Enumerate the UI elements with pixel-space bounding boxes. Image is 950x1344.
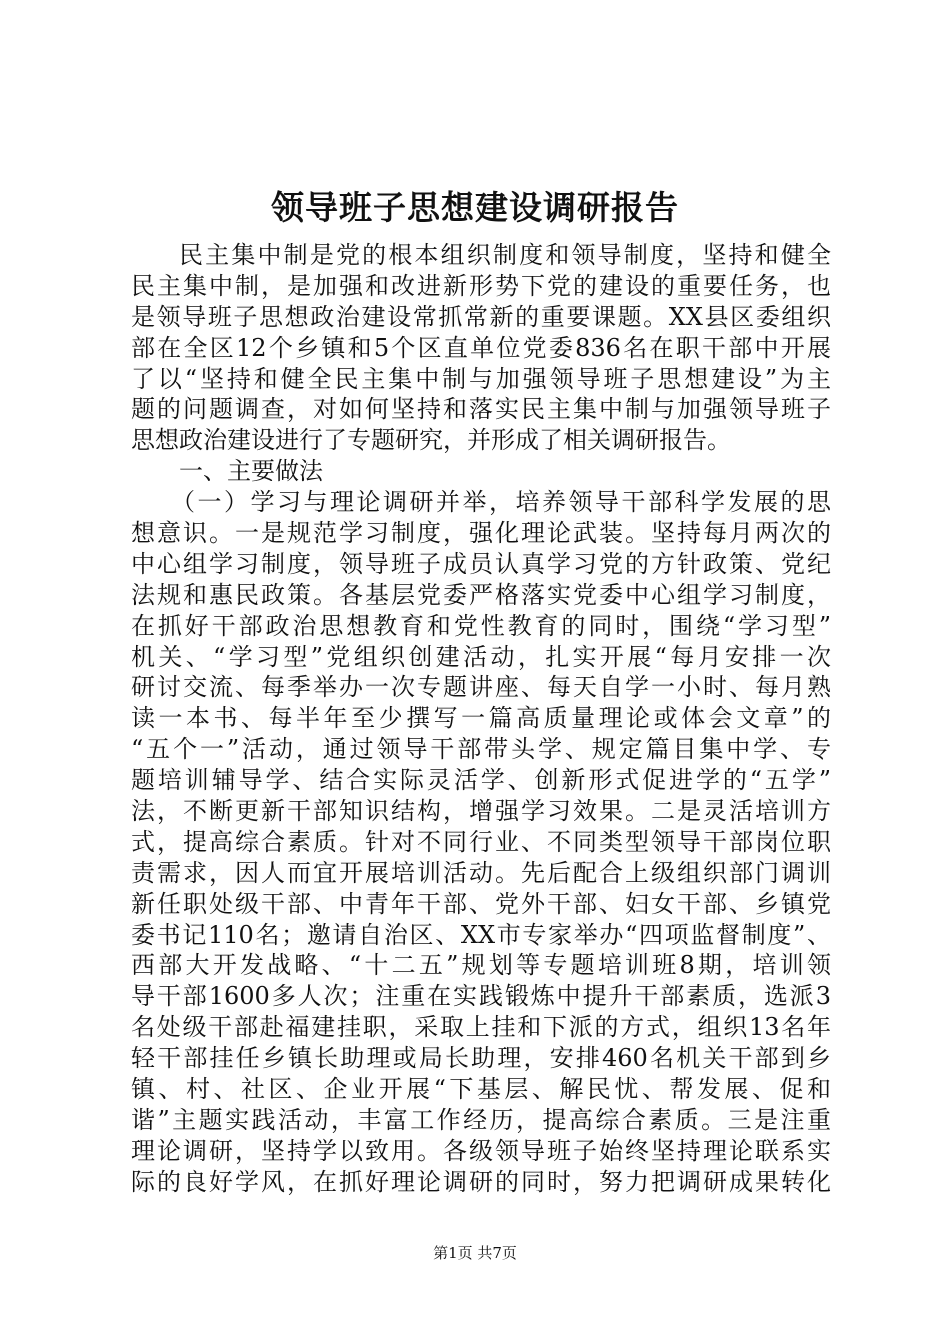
body-line: 导干部1600多人次；注重在实践锻炼中提升干部素质，选派3 — [131, 982, 831, 1011]
body-line: 民主集中制是党的根本组织制度和领导制度，坚持和健全 — [179, 241, 831, 269]
body-line: 一、主要做法 — [179, 457, 323, 486]
body-line: 研讨交流、每季举办一次专题讲座、每天自学一小时、每月熟 — [131, 673, 831, 702]
body-line: 法规和惠民政策。各基层党委严格落实党委中心组学习制度， — [131, 580, 831, 609]
body-line: 是领导班子思想政治建设常抓常新的重要课题。XX县区委组织 — [131, 302, 831, 331]
body-line: 责需求，因人而宜开展培训活动。先后配合上级组织部门调训 — [131, 858, 831, 887]
body-line: 镇、村、社区、企业开展“下基层、解民忧、帮发展、促和 — [131, 1075, 831, 1104]
document-body — [131, 240, 831, 1198]
body-line: “五个一”活动，通过领导干部带头学、规定篇目集中学、专 — [131, 735, 831, 764]
body-line: 谐”主题实践活动，丰富工作经历，提高综合素质。三是注重 — [131, 1105, 831, 1134]
body-line: （一）学习与理论调研并举，培养领导干部科学发展的思 — [171, 488, 831, 517]
body-line: 题培训辅导学、结合实际灵活学、创新形式促进学的“五学” — [131, 766, 831, 795]
body-line: 委书记110名；邀请自治区、XX市专家举办“四项监督制度”、 — [131, 920, 831, 949]
body-line: 读一本书、每半年至少撰写一篇高质量理论或体会文章”的 — [131, 704, 831, 733]
body-line: 题的问题调查，对如何坚持和落实民主集中制与加强领导班子 — [131, 395, 831, 424]
body-line: 西部大开发战略、“十二五”规划等专题培训班8期，培训领 — [131, 951, 831, 980]
body-line: 在抓好干部政治思想教育和党性教育的同时，围绕“学习型” — [131, 611, 831, 640]
body-line: 式，提高综合素质。针对不同行业、不同类型领导干部岗位职 — [131, 827, 831, 856]
body-line: 中心组学习制度，领导班子成员认真学习党的方针政策、党纪 — [131, 549, 831, 578]
body-line: 际的良好学风，在抓好理论调研的同时，努力把调研成果转化 — [131, 1167, 831, 1196]
body-line: 法，不断更新干部知识结构，增强学习效果。二是灵活培训方 — [131, 797, 831, 826]
body-line: 新任职处级干部、中青年干部、党外干部、妇女干部、乡镇党 — [131, 889, 831, 918]
page-footer: 第1页 共7页 — [433, 1244, 517, 1262]
body-line: 名处级干部赴福建挂职，采取上挂和下派的方式，组织13名年 — [131, 1013, 831, 1042]
body-line: 思想政治建设进行了专题研究，并形成了相关调研报告。 — [131, 426, 731, 455]
body-line: 轻干部挂任乡镇长助理或局长助理，安排460名机关干部到乡 — [131, 1044, 831, 1073]
body-line: 了以“坚持和健全民主集中制与加强领导班子思想建设”为主 — [131, 364, 831, 393]
body-line: 想意识。一是规范学习制度，强化理论武装。坚持每月两次的 — [131, 519, 831, 548]
body-line: 部在全区12个乡镇和5个区直单位党委836名在职干部中开展 — [131, 333, 831, 362]
body-line: 机关、“学习型”党组织创建活动，扎实开展“每月安排一次 — [131, 642, 831, 671]
body-line: 民主集中制，是加强和改进新形势下党的建设的重要任务，也 — [131, 271, 831, 300]
body-line: 理论调研，坚持学以致用。各级领导班子始终坚持理论联系实 — [131, 1136, 831, 1165]
document-title: 领导班子思想建设调研报告 — [271, 188, 679, 227]
